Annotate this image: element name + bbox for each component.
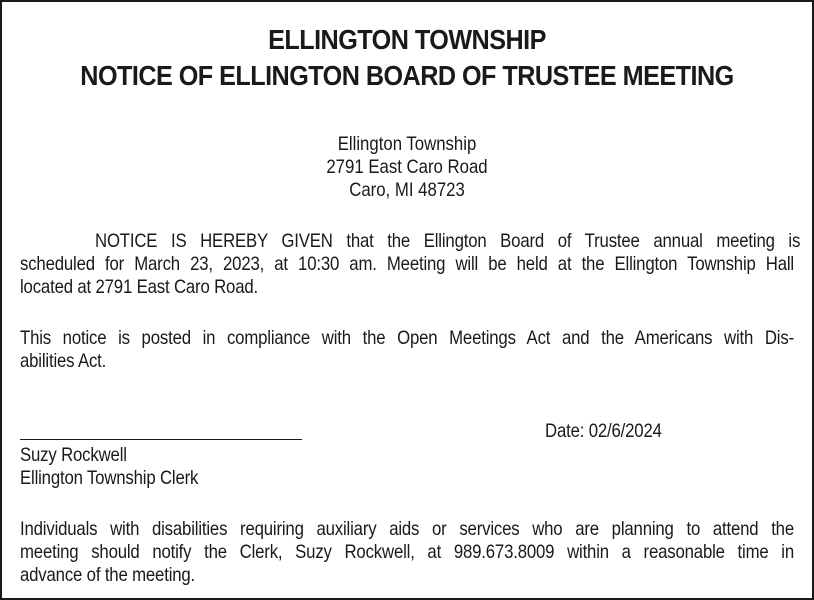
address-city: Caro, MI 48723: [349, 179, 465, 201]
signer-name: Suzy Rockwell: [20, 444, 127, 466]
notice-line-2: scheduled for March 23, 2023, at 10:30 am. Meeting will be held at the Ellington Township Hall: [20, 253, 794, 275]
address-name: Ellington Township: [337, 133, 477, 155]
notice-line-1: NOTICE IS HEREBY GIVEN that the Ellington Board of Trustee annual meeting is: [95, 230, 801, 252]
signer-title: Ellington Township Clerk: [20, 467, 199, 489]
notice-heading-township: ELLINGTON TOWNSHIP: [268, 24, 546, 55]
accessibility-line-2: meeting should notify the Clerk, Suzy Rockwell, at 989.673.8009 within a reasonable time in: [20, 541, 794, 563]
signature-line: [20, 439, 302, 440]
notice-heading-title: NOTICE OF ELLINGTON BOARD OF TRUSTEE MEETING: [80, 60, 734, 91]
accessibility-line-3: advance of the meeting.: [20, 564, 196, 586]
notice-line-3: located at 2791 East Caro Road.: [20, 276, 258, 298]
compliance-line-2: abilities Act.: [20, 350, 107, 372]
compliance-line-1: This notice is posted in compliance with the Open Meetings Act and the Americans with Dis-: [20, 327, 794, 349]
accessibility-line-1: Individuals with disabilities requiring auxiliary aids or services who are planning to attend the: [20, 518, 794, 540]
address-street: 2791 East Caro Road: [326, 156, 488, 178]
signature-date: Date: 02/6/2024: [545, 420, 662, 442]
